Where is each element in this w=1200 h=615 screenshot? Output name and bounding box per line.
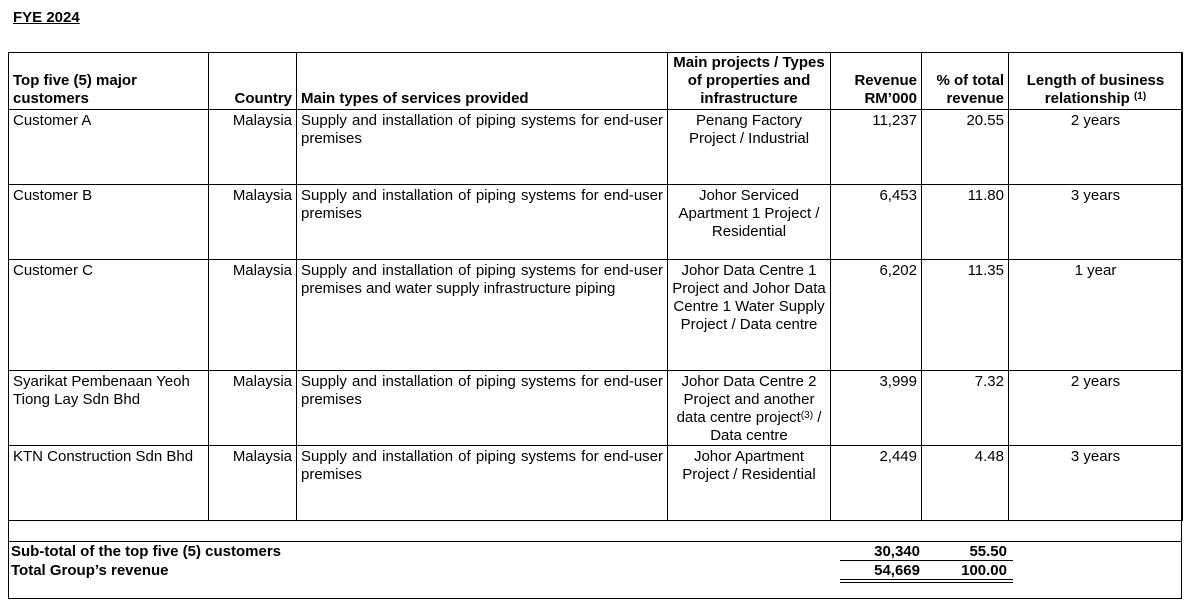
country: Malaysia bbox=[209, 185, 297, 260]
total-pct: 100.00 bbox=[961, 562, 1007, 579]
header-row bbox=[9, 53, 1183, 110]
subtotal-revenue: 30,340 bbox=[874, 543, 920, 560]
customer-name: Customer A bbox=[9, 110, 209, 185]
total-revenue: 54,669 bbox=[874, 562, 920, 579]
revenue: 2,449 bbox=[831, 446, 922, 521]
pct-revenue: 4.48 bbox=[922, 446, 1009, 521]
major-customers-table bbox=[8, 52, 1183, 521]
projects-text: Johor Data Centre 2 Project and another data centre project bbox=[676, 373, 817, 426]
length-footnote-ref: (1) bbox=[1133, 91, 1147, 102]
revenue: 3,999 bbox=[831, 371, 922, 446]
services: Supply and installation of piping systems for end-user premises bbox=[297, 110, 668, 185]
projects: Johor Apartment Project / Residential bbox=[668, 446, 831, 521]
revenue: 6,453 bbox=[831, 185, 922, 260]
total-pct-underline-1 bbox=[926, 579, 1013, 580]
table-row bbox=[9, 260, 1183, 371]
relationship-length: 3 years bbox=[1009, 185, 1183, 260]
services: Supply and installation of piping systems for end-user premises bbox=[297, 185, 668, 260]
revenue: 11,237 bbox=[831, 110, 922, 185]
length-header-line2: relationship bbox=[1044, 90, 1130, 107]
revenue: 6,202 bbox=[831, 260, 922, 371]
country: Malaysia bbox=[209, 260, 297, 371]
table-row bbox=[9, 371, 1183, 446]
projects: Johor Serviced Apartment 1 Project / Residential bbox=[668, 185, 831, 260]
projects-type: / Data centre bbox=[710, 409, 822, 444]
total-row bbox=[8, 561, 1182, 580]
customer-name: Customer B bbox=[9, 185, 209, 260]
subtotal-row bbox=[8, 542, 1182, 561]
subtotal-label: Sub-total of the top five (5) customers bbox=[11, 543, 282, 560]
total-pct-underline-2 bbox=[926, 582, 1013, 583]
projects: Penang Factory Project / Industrial bbox=[668, 110, 831, 185]
total-label: Total Group’s revenue bbox=[11, 562, 169, 579]
totals-section bbox=[8, 541, 1182, 580]
col-header-customers: Top five (5) major customers bbox=[9, 53, 209, 110]
relationship-length: 1 year bbox=[1009, 260, 1183, 371]
total-revenue-underline-2 bbox=[840, 582, 926, 583]
relationship-length: 3 years bbox=[1009, 446, 1183, 521]
customer-name: Syarikat Pembenaan Yeoh Tiong Lay Sdn Bhd bbox=[9, 371, 209, 446]
table-row bbox=[9, 110, 1183, 185]
customer-name: Customer C bbox=[9, 260, 209, 371]
table-row bbox=[9, 446, 1183, 521]
projects bbox=[668, 371, 831, 446]
projects-footnote-ref: (3) bbox=[800, 410, 814, 421]
customer-name: KTN Construction Sdn Bhd bbox=[9, 446, 209, 521]
services: Supply and installation of piping systems for end-user premises and water supply infrastructure piping bbox=[297, 260, 668, 371]
col-header-services: Main types of services provided bbox=[297, 53, 668, 110]
revenue-header-line2: RM’000 bbox=[864, 90, 917, 107]
relationship-length: 2 years bbox=[1009, 371, 1183, 446]
country: Malaysia bbox=[209, 446, 297, 521]
col-header-length bbox=[1009, 53, 1183, 110]
pct-revenue: 11.35 bbox=[922, 260, 1009, 371]
services: Supply and installation of piping systems for end-user premises bbox=[297, 446, 668, 521]
projects: Johor Data Centre 1 Project and Johor Data Centre 1 Water Supply Project / Data centre bbox=[668, 260, 831, 371]
country: Malaysia bbox=[209, 110, 297, 185]
pct-header-line2: revenue bbox=[946, 90, 1004, 107]
length-header-line1: Length of business bbox=[1026, 72, 1165, 89]
pct-revenue: 11.80 bbox=[922, 185, 1009, 260]
country: Malaysia bbox=[209, 371, 297, 446]
col-header-pct bbox=[922, 53, 1009, 110]
pct-revenue: 7.32 bbox=[922, 371, 1009, 446]
table-row bbox=[9, 185, 1183, 260]
section-heading: FYE 2024 bbox=[13, 9, 80, 26]
revenue-header-line1: Revenue bbox=[854, 72, 917, 89]
pct-header-line1: % of total bbox=[936, 72, 1004, 89]
relationship-length: 2 years bbox=[1009, 110, 1183, 185]
services: Supply and installation of piping systems for end-user premises bbox=[297, 371, 668, 446]
total-revenue-underline-1 bbox=[840, 579, 926, 580]
pct-revenue: 20.55 bbox=[922, 110, 1009, 185]
col-header-projects: Main projects / Types of properties and infrastructure bbox=[668, 53, 831, 110]
col-header-country: Country bbox=[209, 53, 297, 110]
subtotal-pct: 55.50 bbox=[969, 543, 1007, 560]
col-header-revenue bbox=[831, 53, 922, 110]
